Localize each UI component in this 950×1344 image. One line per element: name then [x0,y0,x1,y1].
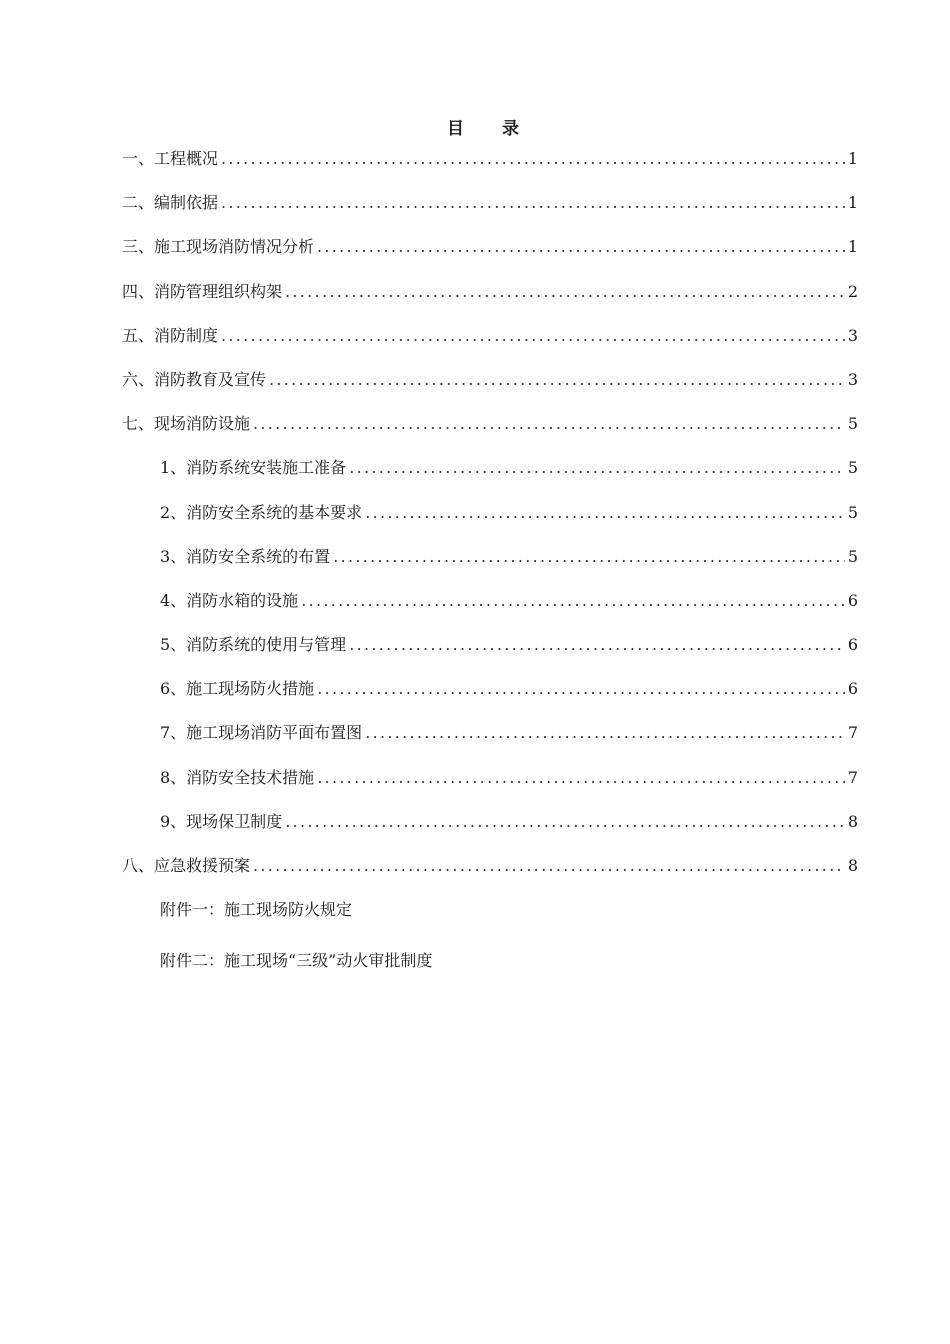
toc-entry-page: 6 [847,679,858,699]
dot-leader [221,193,845,212]
toc-entry-page: 5 [847,458,858,478]
toc-entry-page: 5 [847,414,858,434]
dot-leader [253,414,845,433]
toc-entry-label: 六、消防教育及宣传 [122,369,267,389]
dot-leader [365,503,845,522]
toc-entry [122,323,858,367]
toc-entry-page: 1 [847,149,858,168]
dot-leader [317,768,845,787]
dot-leader [317,679,845,698]
dot-leader [285,282,845,301]
dot-leader [365,723,845,742]
dot-leader [349,458,845,477]
appendix-entry [122,897,858,948]
toc-entry-page: 7 [847,767,858,787]
toc-subentry [122,720,858,764]
appendix-entry [122,948,858,999]
toc-entry-page: 8 [847,811,858,831]
toc-entry-label: 1、消防系统安装施工准备 [160,458,347,478]
toc-subentry [122,676,858,720]
toc-subentry [122,588,858,632]
toc-entry-page: 7 [847,723,858,743]
toc-entry-label: 9、现场保卫制度 [160,811,283,831]
dot-leader [349,635,845,654]
toc-entry-label: 七、现场消防设施 [122,414,251,434]
toc-entry-label: 2、消防安全系统的基本要求 [160,502,363,522]
toc-entry-page: 8 [847,856,858,875]
dot-leader [221,326,845,345]
toc-entry-label: 五、消防制度 [122,325,219,345]
appendix-label: 附件一：施工现场防火规定 [160,900,353,920]
toc-subentry [122,809,858,853]
toc-entry-page: 5 [847,546,858,566]
toc-entry-page: 1 [847,193,858,213]
toc-entry-page: 6 [847,635,858,655]
toc-list [122,146,858,999]
toc-entry-label: 四、消防管理组织构架 [122,281,283,301]
dot-leader [285,812,845,831]
toc-entry-label: 3、消防安全系统的布置 [160,546,331,566]
toc-entry [122,411,858,455]
appendix-label: 附件二：施工现场“三级”动火审批制度 [160,951,433,971]
dot-leader [269,370,845,389]
toc-subentry [122,500,858,544]
toc-entry [122,190,858,234]
toc-entry [122,234,858,278]
toc-entry-label: 三、施工现场消防情况分析 [122,237,315,257]
toc-entry [122,279,858,323]
toc-entry-page: 2 [847,281,858,301]
toc-subentry [122,455,858,499]
dot-leader [301,591,845,610]
toc-entry-label: 8、消防安全技术措施 [160,767,315,787]
toc-entry-label: 八、应急救援预案 [122,856,251,875]
toc-subentry [122,632,858,676]
toc-entry-page: 5 [847,502,858,522]
toc-entry-label: 7、施工现场消防平面布置图 [160,723,363,743]
toc-subentry [122,544,858,588]
toc-entry-label: 二、编制依据 [122,193,219,213]
dot-leader [253,856,845,875]
toc-entry-page: 3 [847,325,858,345]
toc-subentry [122,765,858,809]
toc-title: 目 录 [447,119,535,139]
toc-entry-page: 1 [847,237,858,257]
toc-entry-label: 一、工程概况 [122,149,219,168]
dot-leader [221,149,845,168]
dot-leader [333,547,845,566]
dot-leader [317,237,845,256]
toc-entry-label: 5、消防系统的使用与管理 [160,635,347,655]
toc-entry [122,146,858,190]
toc-entry [122,853,858,897]
toc-entry-page: 3 [847,369,858,389]
toc-entry-label: 6、施工现场防火措施 [160,679,315,699]
toc-entry-label: 4、消防水箱的设施 [160,590,299,610]
toc-entry [122,367,858,411]
toc-entry-page: 6 [847,590,858,610]
